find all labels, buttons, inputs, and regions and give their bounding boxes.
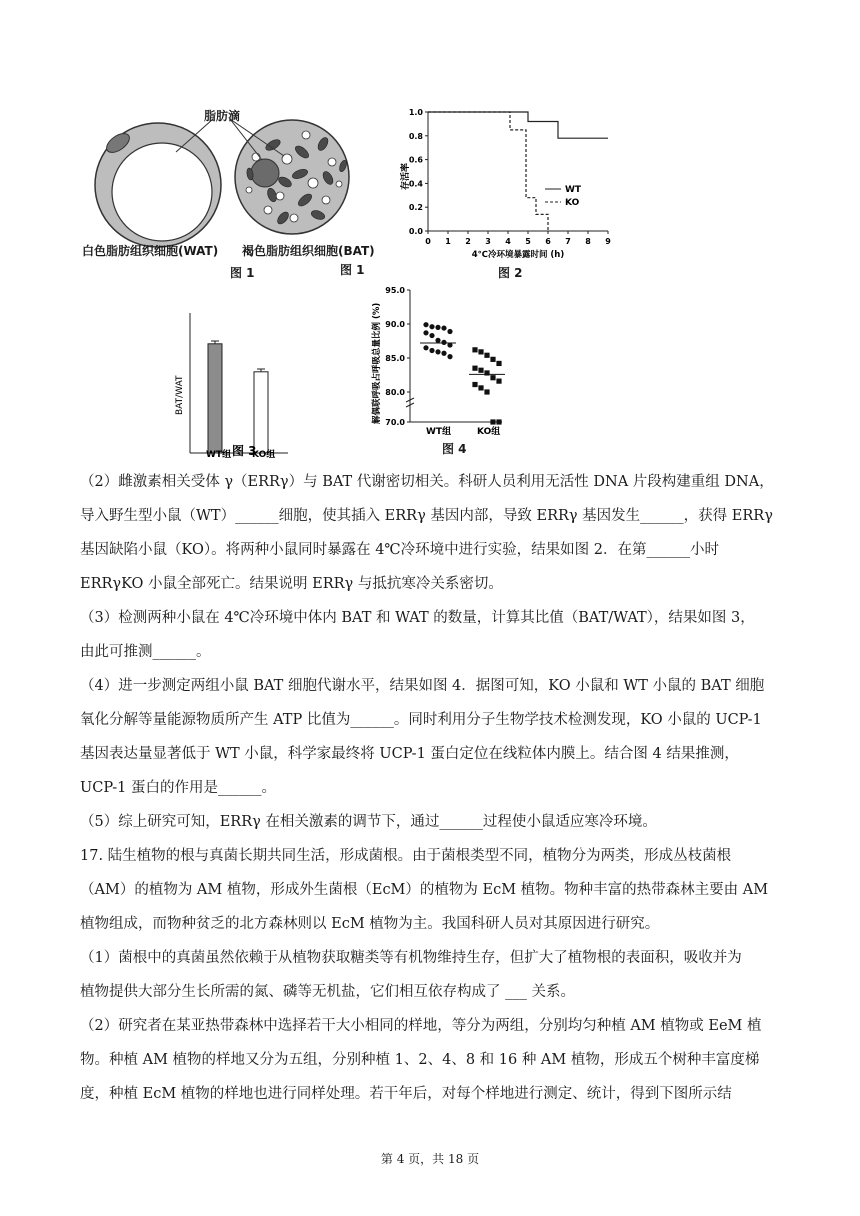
fig3-ylabel: BAT/WAT xyxy=(175,375,185,415)
uncoupled-respiration-scatter xyxy=(362,282,537,462)
q17-line-2: （AM）的植物为 AM 植物，形成外生菌根（EcM）的植物为 EcM 植物。物种丰富的热带森林主要由 AM xyxy=(80,882,769,898)
q4-line-4: UCP-1 蛋白的作用是______。 xyxy=(80,780,277,796)
figure-1-caption: 图 1 xyxy=(230,266,255,280)
figure-2-caption: 图 2 xyxy=(498,266,523,280)
ko-point xyxy=(490,419,495,424)
figure-2 xyxy=(390,100,630,285)
wt-point xyxy=(423,330,428,335)
fig2-xtick-label: 8 xyxy=(585,237,591,246)
q4-line-3: 基因表达量显著低于 WT 小鼠，科学家最终将 UCP-1 蛋白定位在线粒体内膜上。结合图 4 结果推测， xyxy=(80,746,739,762)
fig2-xtick-label: 9 xyxy=(605,237,611,246)
q17-line-5: 植物提供大部分生长所需的氮、磷等无机盐，它们相互依存构成了 ___ 关系。 xyxy=(80,984,575,1000)
ko-point xyxy=(478,385,483,390)
q2-line-3: 基因缺陷小鼠（KO）。将两种小鼠同时暴露在 4℃冷环境中进行实验，结果如图 2．在第______小时 xyxy=(80,542,719,558)
ko-point xyxy=(490,357,495,362)
ko-point xyxy=(496,419,501,424)
fig2-xtick-label: 2 xyxy=(465,237,471,246)
question-2 xyxy=(80,465,780,601)
fig2-xtick-label: 4 xyxy=(505,237,511,246)
fig2-xtick-label: 6 xyxy=(545,237,551,246)
q4-line-1: （4）进一步测定两组小鼠 BAT 细胞代谢水平，结果如图 4．据图可知，KO 小鼠和 WT 小鼠的 BAT 细胞 xyxy=(80,678,765,694)
ko-point xyxy=(496,361,501,366)
q3-line-1: （3）检测两种小鼠在 4℃冷环境中体内 BAT 和 WAT 的数量，计算其比值（BAT/WAT），结果如图 3， xyxy=(80,610,755,626)
wt-point xyxy=(429,348,434,353)
q17-line-8: 度，种植 EcM 植物的样地也进行同样处理。若干年后，对每个样地进行测定、统计，得到下图所示结 xyxy=(80,1086,732,1102)
survival-line-wt xyxy=(428,112,608,138)
q17-line-6: （2）研究者在某亚热带森林中选择若干大小相同的样地，等分为两组，分别均匀种植 AM 植物或 EeM 植 xyxy=(80,1018,762,1034)
fig4-ylabel: 解偶联呼吸占呼吸总量比例 (%) xyxy=(372,302,382,424)
ko-point xyxy=(472,382,477,387)
fig2-ytick-label: 0.0 xyxy=(408,227,423,236)
ko-point xyxy=(484,389,489,394)
figure-3 xyxy=(160,305,310,465)
wt-point xyxy=(447,329,452,334)
fig2-ytick-label: 1.0 xyxy=(408,108,423,117)
fig2-xtick-label: 3 xyxy=(485,237,491,246)
wt-point xyxy=(441,351,446,356)
fig2-xlabel: 4℃冷环境暴露时间 (h) xyxy=(471,250,565,260)
ko-point xyxy=(478,368,483,373)
q17-line-3: 植物组成，而物种贫乏的北方森林则以 EcM 植物为主。我国科研人员对其原因进行研究。 xyxy=(80,916,660,932)
fig2-ytick-label: 0.6 xyxy=(408,155,423,165)
fig2-ytick-label: 0.8 xyxy=(408,131,423,141)
figure-1 xyxy=(80,100,380,280)
legend-ko: KO xyxy=(565,198,580,208)
bat-label: 褐色脂肪组织细胞(BAT) xyxy=(242,244,375,258)
q17-line-7: 物。种植 AM 植物的样地又分为五组，分别种植 1、2、4、8 和 16 种 AM 植物，形成五个树种丰富度梯 xyxy=(80,1052,760,1068)
q2-line-1: （2）雌激素相关受体 γ（ERRγ）与 BAT 代谢密切相关。科研人员利用无活性 DNA 片段构建重组 DNA， xyxy=(80,474,774,490)
fig3-cat-wt: WT组 xyxy=(206,450,232,460)
bar-1 xyxy=(254,372,268,453)
ko-point xyxy=(496,379,501,384)
fig4-ytick-label: 95.0 xyxy=(385,286,405,295)
question-17 xyxy=(80,839,780,1111)
ko-point xyxy=(478,349,483,354)
fig2-ytick-label: 0.2 xyxy=(408,203,423,213)
fig4-cat-ko: KO组 xyxy=(477,427,501,437)
wt-point xyxy=(435,349,440,354)
question-5 xyxy=(80,805,780,839)
fig4-ytick-label: 80.0 xyxy=(385,388,405,397)
q3-line-2: 由此可推测______。 xyxy=(80,644,211,660)
fig2-xtick-label: 7 xyxy=(565,237,571,246)
wat-label: 白色脂肪组织细胞(WAT) xyxy=(82,244,219,258)
question-3 xyxy=(80,601,780,669)
q17-line-1: 17. 陆生植物的根与真菌长期共同生活，形成菌根。由于菌根类型不同，植物分为两类，形成丛枝菌根 xyxy=(80,848,732,864)
q4-line-2: 氧化分解等量能源物质所产生 ATP 比值为______。同时利用分子生物学技术检测发现，KO 小鼠的 UCP-1 xyxy=(80,712,762,728)
fig4-cat-wt: WT组 xyxy=(426,427,452,437)
wt-point xyxy=(447,354,452,359)
figure-4 xyxy=(362,282,537,462)
q5-line-1: （5）综上研究可知，ERRγ 在相关激素的调节下，通过______过程使小鼠适应寒冷环境。 xyxy=(80,814,657,830)
figure-3-caption: 图 3 xyxy=(232,444,257,458)
legend-wt: WT xyxy=(565,185,582,195)
wt-point xyxy=(435,338,440,343)
fat-droplet-label: 脂肪滴 xyxy=(204,109,241,123)
question-4 xyxy=(80,669,780,805)
wt-point xyxy=(435,325,440,330)
fig2-xtick-label: 5 xyxy=(525,237,531,246)
bat-wat-bar-chart xyxy=(160,305,310,465)
ko-point xyxy=(472,347,477,352)
q2-line-2: 导入野生型小鼠（WT）______细胞，使其插入 ERRγ 基因内部，导致 ERRγ 基因发生______，获得 ERRγ xyxy=(80,508,773,524)
q17-line-4: （1）菌根中的真菌虽然依赖于从植物获取糖类等有机物维持生存，但扩大了植物根的表面积，吸收并为 xyxy=(80,950,742,966)
survival-chart xyxy=(390,100,630,285)
survival-line-ko xyxy=(428,112,548,231)
fig2-xtick-label: 1 xyxy=(445,237,451,246)
fig4-ytick-label: 90.0 xyxy=(385,320,405,329)
wt-point xyxy=(429,324,434,329)
ko-point xyxy=(490,375,495,380)
wt-point xyxy=(429,333,434,338)
page-footer: 第 4 页，共 18 页 xyxy=(380,1152,480,1166)
fig4-ytick-label: 70.0 xyxy=(385,418,405,427)
fig2-ytick-label: 0.4 xyxy=(408,179,423,189)
figure-1-caption-duplicate: 图 1 xyxy=(340,263,365,277)
wt-point xyxy=(423,322,428,327)
fig4-ytick-label: 85.0 xyxy=(385,354,405,363)
bar-0 xyxy=(208,344,222,453)
fig2-xtick-label: 0 xyxy=(425,237,431,246)
fig2-ylabel: 存活率 xyxy=(401,162,411,190)
wt-point xyxy=(441,340,446,345)
wt-point xyxy=(441,325,446,330)
wt-point xyxy=(423,345,428,350)
q2-line-4: ERRγKO 小鼠全部死亡。结果说明 ERRγ 与抵抗寒冷关系密切。 xyxy=(80,576,503,592)
ko-point xyxy=(484,353,489,358)
ko-point xyxy=(472,366,477,371)
fig3-cat-ko: KO组 xyxy=(252,450,276,460)
figure-4-caption: 图 4 xyxy=(442,442,467,456)
